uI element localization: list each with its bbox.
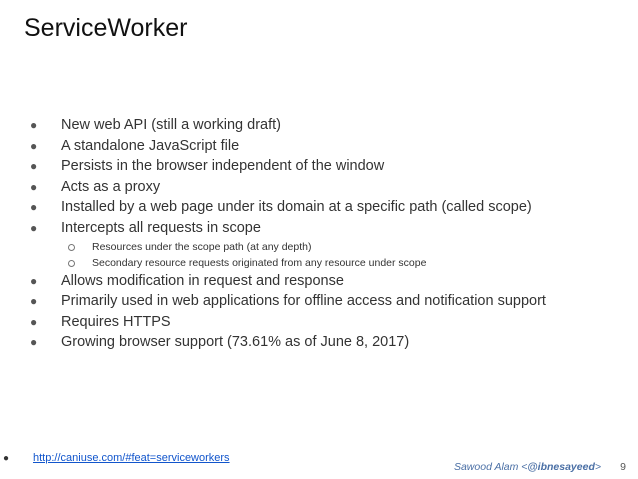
sub-bullet-text: Resources under the scope path (at any depth) bbox=[92, 240, 312, 253]
bullet-item bbox=[28, 332, 628, 353]
bullet-dot-icon: ● bbox=[30, 335, 38, 350]
bullet-item bbox=[28, 177, 628, 198]
sub-bullet-text: Secondary resource requests originated from any resource under scope bbox=[92, 256, 427, 269]
bullet-item bbox=[28, 115, 628, 136]
bullet-dot-icon: ● bbox=[30, 138, 38, 153]
footnote bbox=[3, 451, 230, 466]
bullet-text: Allows modification in request and response bbox=[61, 272, 344, 289]
bullet-item bbox=[28, 136, 628, 157]
bullet-text: Persists in the browser independent of the window bbox=[61, 158, 385, 175]
author-handle: @ibnesayeed bbox=[527, 461, 595, 473]
hollow-circle-icon bbox=[68, 244, 75, 251]
bullet-dot-icon: ● bbox=[30, 220, 38, 235]
bullet-item bbox=[28, 291, 628, 312]
bullet-text: Growing browser support (73.61% as of June 8, 2017) bbox=[61, 334, 410, 351]
bullet-text: Intercepts all requests in scope bbox=[61, 219, 261, 236]
hollow-circle-icon bbox=[68, 260, 75, 267]
bullet-item bbox=[28, 156, 628, 177]
bullet-text: A standalone JavaScript file bbox=[61, 137, 240, 154]
bullet-dot-icon: ● bbox=[30, 200, 38, 215]
bullet-text: Requires HTTPS bbox=[61, 313, 171, 330]
bullet-dot-icon: ● bbox=[30, 179, 38, 194]
bullet-dot-icon: ● bbox=[30, 273, 38, 288]
bullet-item bbox=[28, 218, 628, 239]
slide-title: ServiceWorker bbox=[24, 14, 188, 42]
bullet-dot-icon: ● bbox=[30, 294, 38, 309]
caniuse-link[interactable]: http://caniuse.com/#feat=serviceworkers bbox=[33, 452, 230, 464]
bullet-dot-icon: ● bbox=[30, 118, 38, 132]
page-number: 9 bbox=[620, 461, 626, 473]
bullet-list bbox=[28, 115, 628, 353]
bullet-text: Acts as a proxy bbox=[61, 178, 161, 195]
bullet-text: New web API (still a working draft) bbox=[61, 117, 281, 133]
bullet-text: Primarily used in web applications for offline access and notification support bbox=[61, 293, 546, 310]
author-close: > bbox=[594, 461, 601, 473]
bullet-item bbox=[28, 197, 628, 218]
sub-bullet-item bbox=[28, 255, 628, 271]
bullet-dot-icon: ● bbox=[30, 314, 38, 329]
bullet-item bbox=[28, 312, 628, 333]
sub-bullet-item bbox=[28, 239, 628, 255]
author-credit bbox=[454, 461, 601, 473]
bullet-text: Installed by a web page under its domain at a specific path (called scope) bbox=[61, 199, 532, 216]
bullet-item bbox=[28, 271, 628, 292]
bullet-dot-icon: ● bbox=[3, 453, 10, 464]
bullet-dot-icon: ● bbox=[30, 159, 38, 174]
author-name: Sawood Alam < bbox=[453, 461, 528, 473]
